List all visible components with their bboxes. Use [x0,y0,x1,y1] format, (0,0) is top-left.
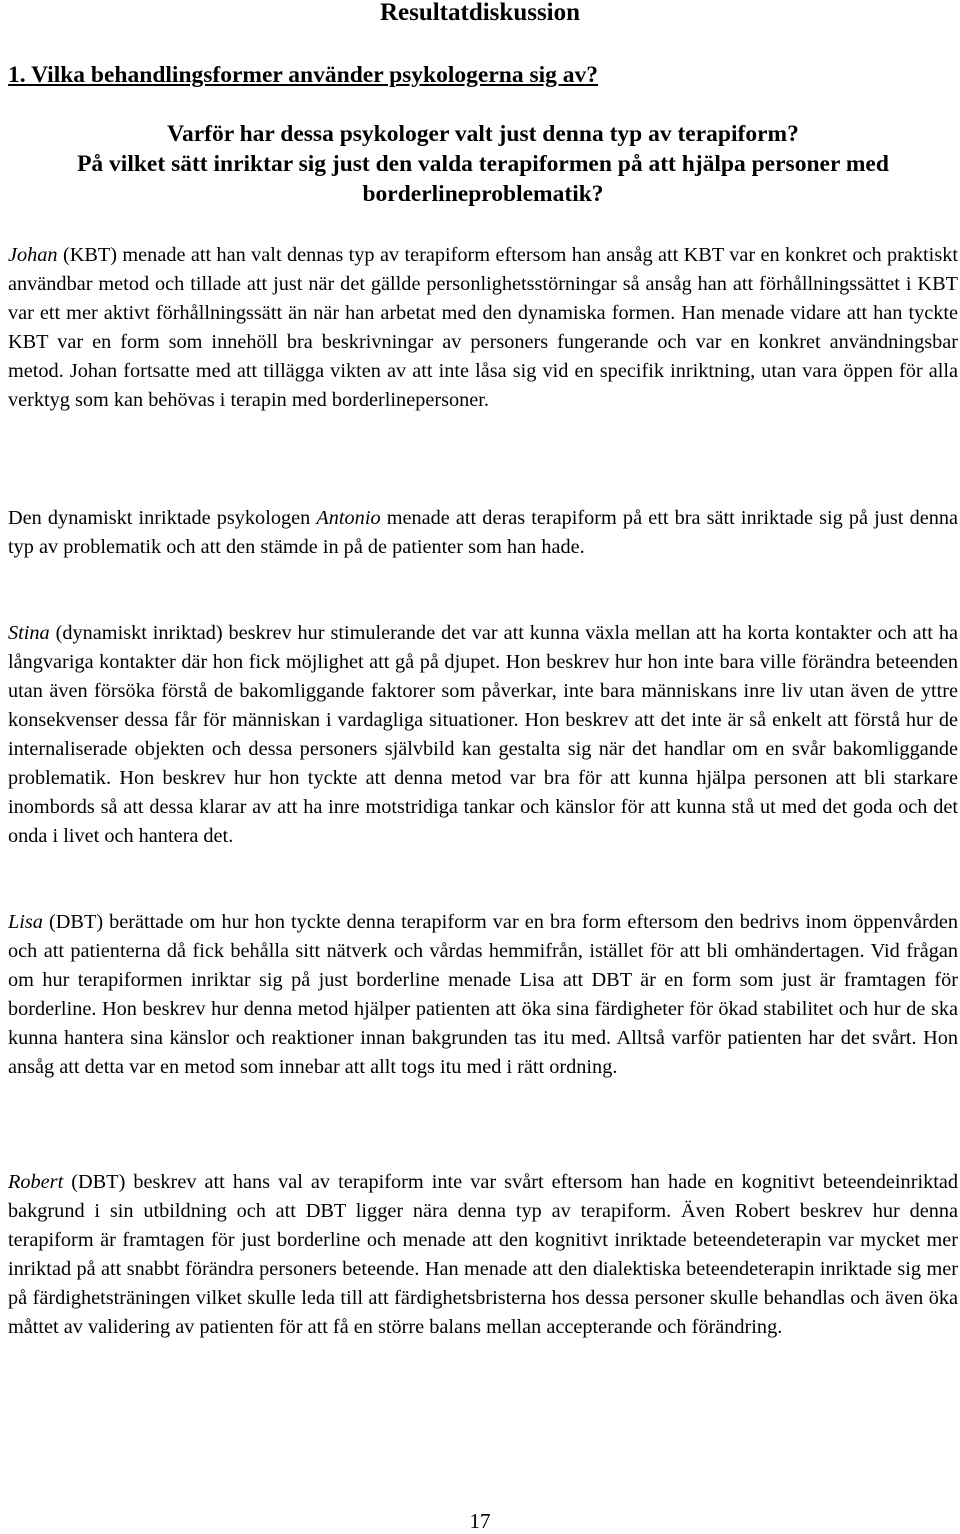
paragraph-text: (dynamiskt inriktad) beskrev hur stimulerande det var att kunna växla mellan att ha korta kontakter och att ha långvariga kontakter där hon fick möjlighet att gå på djupet. Hon beskrev hur hon inte bara ville förändra beteenden utan även försöka förstå de bakomliggande faktorer som påverkar, inte bara människans inre liv utan även de yttre konsekvenser dessa får för människan i vardagliga situationer. Hon beskrev att det inte är så enkelt att förstå hur de internaliserade objekten och dessa personers självbild kan gestalta sig när det handlar om en svår bakomliggande problematik. Hon beskrev hur hon tyckte att denna metod var bra för att kunna hjälpa personen att bli starkare inombords så att dessa klarar av att ha inre motstridiga tankar och känslor för att kunna stå ut med det goda och det onda i livet och hantera det. [8,622,958,847]
respondent-name-johan: Johan [8,244,58,266]
paragraph-johan [8,241,958,415]
paragraph-lisa [8,908,958,1082]
paragraph-prefix: Den dynamiskt inriktade psykologen [8,507,317,529]
paragraph-text: (DBT) beskrev att hans val av terapiform inte var svårt eftersom han hade en kognitivt beteendeinriktad bakgrund i sin utbildning och att DBT ligger nära denna typ av terapiform. Även Robert beskrev hur denna terapiform är framtagen för just borderline och menade att den kognitivt inriktade beteendeterapin var mycket mer inriktad på att snabbt förändra personers beteende. Han menade att den dialektiska beteendeterapin inriktade sig mer på färdighetsträningen vilket skulle leda till att färdighetsbristerna hos dessa personer skulle behandlas och även öka måttet av validering av patienten för att få en större balans mellan accepterande och förändring. [8,1171,958,1338]
page-number: 17 [469,1509,491,1533]
page-title: Resultatdiskussion [379,0,581,26]
question-2-line-2: På vilket sätt inriktar sig just den valda terapiformen på att hjälpa personer med borderlineproblematik? [77,151,889,207]
respondent-name-lisa: Lisa [8,911,43,933]
question-2-line-1: Varför har dessa psykologer valt just denna typ av terapiform? [167,121,799,147]
paragraph-stina [8,619,958,851]
paragraph-robert [8,1168,958,1342]
question-1-heading: 1. Vilka behandlingsformer använder psykologerna sig av? [8,62,598,88]
paragraph-antonio [8,504,958,562]
paragraph-text: (DBT) berättade om hur hon tyckte denna terapiform var en bra form eftersom den bedrivs inom öppenvården och att patienterna då fick behålla sitt nätverk och vårdas hemmifrån, istället för att bli omhändertagen. Vid frågan om hur terapiformen inriktar sig på just borderline menade Lisa att DBT är en form som just är framtagen för borderline. Hon beskrev hur denna metod hjälper patienten att öka sina färdigheter för ökad stabilitet och hur de ska kunna hantera sina känslor och reaktioner innan bakgrunden tas itu med. Alltså varför patienten har det svårt. Hon ansåg att detta var en metod som innebar att allt togs itu med i rätt ordning. [8,911,958,1078]
paragraph-text: menade att deras terapiform på ett bra sätt inriktade sig på just denna typ av problematik och att den stämde in på de patienter som han hade. [8,507,958,558]
respondent-name-antonio: Antonio [316,507,381,529]
respondent-name-stina: Stina [8,622,50,644]
respondent-name-robert: Robert [8,1171,64,1193]
paragraph-text: (KBT) menade att han valt dennas typ av terapiform eftersom han ansåg att KBT var en konkret och praktiskt användbar metod och tillade att just när det gällde personlighetsstörningar så ansåg han att förhållningssättet i KBT var ett mer aktivt förhållningssätt än när han arbetat med den dynamiska formen. Han menade vidare att han tyckte KBT var en form som innehöll bra beskrivningar av personers fungerande och var en konkret användningsbar metod. Johan fortsatte med att tillägga vikten av att inte låsa sig vid en specifik inriktning, utan vara öppen för alla verktyg som kan behövas i terapin med borderlinepersoner. [8,244,958,411]
question-subheading [8,119,958,209]
